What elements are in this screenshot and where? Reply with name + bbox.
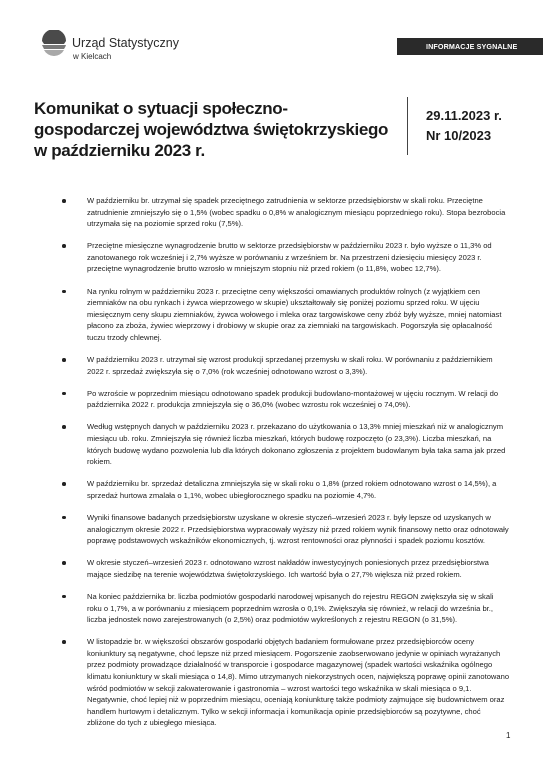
page-number: 1 xyxy=(506,731,511,740)
bullet-icon xyxy=(62,358,66,362)
list-item-text: Według wstępnych danych w październiku 2023 r. przekazano do użytkowania o 13,3% mniej mieszkań niż w analogicznym miesiącu ub. roku. Zmniejszyła się również liczba mieszkań, których budowę rozpoczęto (o 23,3%). Liczba mieszkań, na których budowę wydano pozwolenia lub dla których dokonano zgłoszenia z projektem budowlanym była taka sama jak przed rokiem. xyxy=(87,422,506,467)
org-place: w Kielcach xyxy=(73,52,112,61)
list-item-text: Wyniki finansowe badanych przedsiębiorstw uzyskane w okresie styczeń–wrzesień 2023 r. były lepsze od uzyskanych w analogicznym okresie 2022 r. Przedsiębiorstwa wypracowały wyższy niż przed rokiem wynik finansowy netto oraz odnotowały poprawę podstawowych wskaźników ekonomicznych, tj. wzrost rentowności oraz płynności i spadek poziomu kosztów. xyxy=(87,512,509,546)
list-item-text: W okresie styczeń–wrzesień 2023 r. odnotowano wzrost nakładów inwestycyjnych poniesionych przez przedsiębiorstwa mające siedzibę na terenie województwa świętokrzyskiego. Ich wartość była o 27,7% większa niż przed rokiem. xyxy=(87,558,489,579)
bullet-icon xyxy=(62,640,66,644)
bullet-icon xyxy=(62,482,66,486)
banner-informacje-sygnalne: INFORMACJE SYGNALNE xyxy=(397,38,543,55)
bullet-icon xyxy=(62,561,66,565)
release-number: Nr 10/2023 xyxy=(426,128,492,143)
list-item xyxy=(62,557,510,580)
list-item xyxy=(62,388,510,411)
list-item xyxy=(62,591,510,626)
release-meta xyxy=(426,106,502,146)
list-item xyxy=(62,240,510,275)
bullet-icon xyxy=(62,199,66,203)
list-item xyxy=(62,478,510,501)
list-item-text: W październiku br. utrzymał się spadek przeciętnego zatrudnienia w sektorze przedsiębiorstw w skali roku. Przeciętne zatrudnienie zmniejszyło się o 1,5% (wobec spadku o 0,8% w analogicznym miesiącu poprzedniego roku). Stopa bezrobocia utrzymała się na poziomie sprzed roku (7,5%). xyxy=(87,196,506,229)
bullet-icon xyxy=(62,392,66,396)
list-item-text: Po wzroście w poprzednim miesiącu odnotowano spadek produkcji budowlano-montażowej w ujęciu rocznym. W relacji do października 2022 r. produkcja zmniejszyła się o 36,0% (wobec wzrostu rok wcześniej o 74,0%). xyxy=(87,388,499,410)
release-date: 29.11.2023 r. xyxy=(426,108,502,123)
logo xyxy=(40,30,180,70)
bullet-icon xyxy=(62,290,66,294)
list-item-text: Przeciętne miesięczne wynagrodzenie brutto w sektorze przedsiębiorstw w październiku 2023 r. było wyższe o 11,3% od zanotowanego rok wcześniej i 2,7% wyższe w porównaniu z wrześniem br. Na przestrzeni dziesięciu miesięcy 2023 r. przeciętne wynagrodzenie brutto wzrosło w mniejszym stopniu niż przed rokiem (o 11,8%, wobec 12,7%). xyxy=(87,241,492,274)
list-item xyxy=(62,286,510,344)
list-item-text: Na koniec października br. liczba podmiotów gospodarki narodowej wpisanych do rejestru REGON zwiększyła się w skali roku o 1,7%, a w porównaniu z miesiącem poprzednim wzrosła o 0,1%. Zwiększyła się również, w relacji do września br., liczba jednostek nowo zarejestrowanych (o 2,5%) oraz podmiotów wykreślonych z rejestru REGON (o 31,5%). xyxy=(87,591,494,625)
page-title: Komunikat o sytuacji społeczno-gospodarczej województwa świętokrzyskiego w październiku 2023 r. xyxy=(34,99,389,160)
list-item xyxy=(62,195,510,230)
org-name: Urząd Statystyczny xyxy=(72,36,179,50)
bullet-icon xyxy=(62,595,66,599)
statistics-office-logo-icon xyxy=(40,30,68,58)
bullet-icon xyxy=(62,425,66,429)
list-item-text: W październiku br. sprzedaż detaliczna zmniejszyła się w skali roku o 1,8% (przed rokiem odnotowano wzrost o 14,5%), a sprzedaż hurtowa zmalała o 1,1%, wobec ubiegłorocznego spadku na poziomie 4,7%. xyxy=(87,479,497,500)
list-item xyxy=(62,512,510,547)
list-item-text: Na rynku rolnym w październiku 2023 r. przeciętne ceny większości omawianych produktów rolnych (z wyjątkiem cen ziemniaków na obu rynkach i żywca wieprzowego w skupie) ukształtowały się poniżej poziomu sprzed roku. W ujęciu miesięcznym ceny skupu ziemniaków, żywca wołowego i mleka oraz targowiskowe ceny zbóż były wyższe, mniej natomiast płacono za zboża, żywiec wieprzowy i drobiowy w skupie oraz za ziemniaki na targowiskach. Pogorszyła się opłacalność tuczu trzody chlewnej. xyxy=(87,286,502,342)
bullet-icon xyxy=(62,516,66,520)
bullet-list xyxy=(62,195,510,739)
list-item-text: W październiku 2023 r. utrzymał się wzrost produkcji sprzedanej przemysłu w skali roku. W porównaniu z październikiem 2022 r. sprzedaż zwiększyła się o 7,0% (rok wcześniej odnotowano wzrost o 3,3%). xyxy=(87,355,493,376)
list-item xyxy=(62,354,510,377)
list-item xyxy=(62,636,510,729)
bullet-icon xyxy=(62,244,66,248)
list-item xyxy=(62,421,510,467)
divider xyxy=(407,97,408,155)
list-item-text: W listopadzie br. w większości obszarów gospodarki objętych badaniem formułowane przez przedsiębiorców oceny koniunktury są negatywne, choć lepsze niż przed miesiącem. Pogorszenie zaobserwowano jedynie w opiniach wyrażanych przez podmioty prowadzące działalność w transporcie i gospodarce magazynowej (spadek wartości wskaźnika ogólnego klimatu koniunktury w skali miesiąca o 14,8). Mimo utrzymanych niekorzystnych ocen, największą poprawę opinii zanotowano wśród podmiotów w sekcji zakwaterowanie i gastronomia – wzrost wartości tego wskaźnika w skali miesiąca o 9,1. Negatywnie, choć lepiej niż w poprzednim miesiącu, oceniają koniunkturę także podmioty zajmujące się budownictwem oraz handlem hurtowym i detalicznym. Tylko w sekcji informacja i komunikacja opinie przedsiębiorców są pozytywne, choć zbliżone do tych z ubiegłego miesiąca. xyxy=(87,637,510,728)
